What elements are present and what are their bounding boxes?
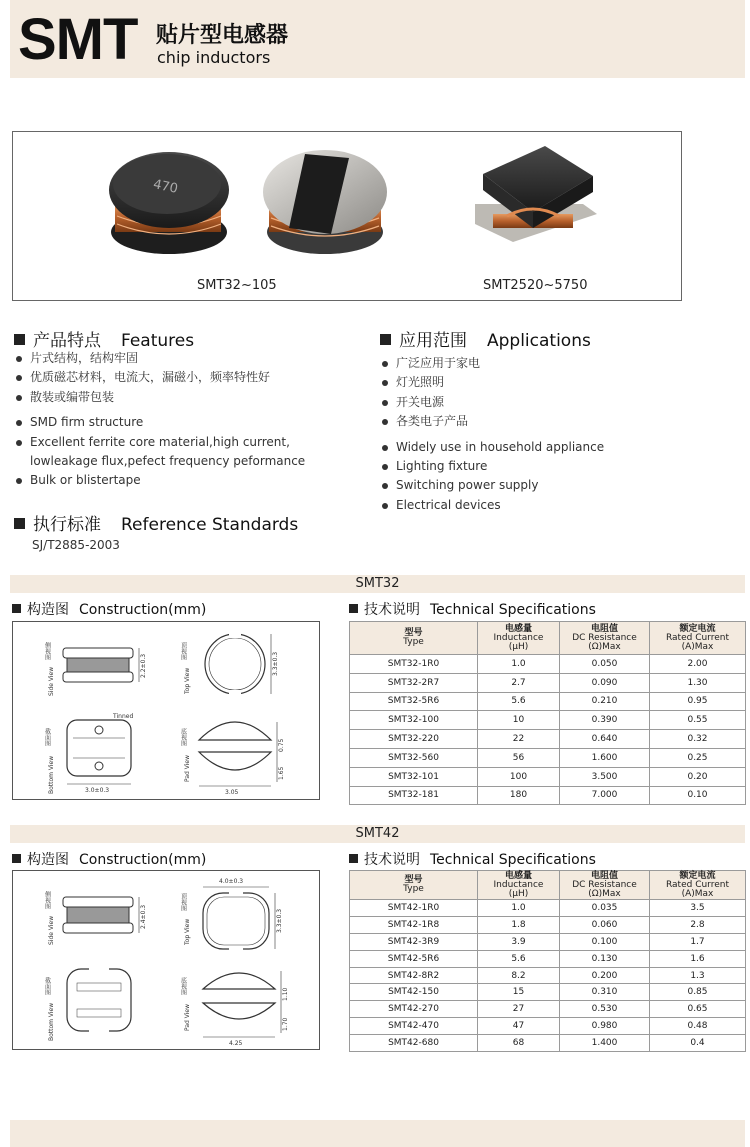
svg-text:侧视图: 侧视图 [43,891,51,909]
smt32-bottom-view [44,713,134,794]
table-row [350,692,746,711]
list-item: Excellent ferrite core material,high current, [14,433,344,452]
table-cell-cur: 3.5 [650,900,746,917]
page-footer-band [10,1120,745,1147]
table-row [350,711,746,730]
table-cell-type: SMT32-1R0 [350,655,478,674]
product-photos [13,132,683,302]
square-bullet-icon [349,604,358,613]
table-cell-dcr: 0.640 [560,730,650,749]
svg-text:底视图: 底视图 [179,977,187,995]
svg-text:0.75: 0.75 [278,738,285,752]
table-cell-cur: 0.55 [650,711,746,730]
table-cell-dcr: 0.530 [560,1001,650,1018]
photo-caption-right: SMT2520~5750 [483,278,588,293]
smt32-spec-title: 技术说明 Technical Specifications [349,599,596,619]
svg-text:Pad View: Pad View [184,755,191,782]
table-cell-dcr: 0.980 [560,1018,650,1035]
table-cell-dcr: 1.400 [560,1035,650,1052]
table-cell-dcr: 0.200 [560,967,650,984]
table-cell-type: SMT42-270 [350,1001,478,1018]
table-cell-type: SMT42-680 [350,1035,478,1052]
page-header [10,0,745,78]
table-cell-cur: 0.95 [650,692,746,711]
table-cell-dcr: 0.100 [560,933,650,950]
table-cell-ind: 3.9 [478,933,560,950]
col-dc-resistance: 电阻值 DC Resistance (Ω)Max [560,622,650,655]
inductor-photo-1 [109,152,229,254]
table-cell-type: SMT32-100 [350,711,478,730]
col-inductance: 电感量 Inductance (μH) [478,871,560,900]
table-cell-ind: 15 [478,984,560,1001]
svg-text:Side View: Side View [48,915,55,945]
svg-text:3.0±0.3: 3.0±0.3 [85,787,110,794]
col-dc-resistance: 电阻值 DC Resistance (Ω)Max [560,871,650,900]
svg-text:Pad View: Pad View [184,1004,191,1031]
table-cell-ind: 1.0 [478,655,560,674]
smt32-spec-table [349,621,746,805]
table-cell-ind: 27 [478,1001,560,1018]
col-rated-current: 额定电流 Rated Current (A)Max [650,871,746,900]
table-row [350,767,746,786]
table-cell-ind: 68 [478,1035,560,1052]
list-item: 各类电子产品 [380,412,710,431]
table-cell-dcr: 0.050 [560,655,650,674]
table-cell-dcr: 0.210 [560,692,650,711]
table-cell-dcr: 7.000 [560,786,650,805]
table-cell-ind: 5.6 [478,950,560,967]
table-cell-dcr: 0.060 [560,916,650,933]
photo-caption-left: SMT32~105 [197,278,277,293]
inductor-photo-3 [475,146,597,242]
table-row [350,673,746,692]
svg-text:1.10: 1.10 [282,987,289,1001]
table-cell-dcr: 0.035 [560,900,650,917]
list-item: Electrical devices [380,496,710,515]
smt32-side-view [44,641,148,696]
smt32-construction-diagram [12,621,320,800]
svg-text:Bottom View: Bottom View [48,1002,55,1041]
table-header-row [350,622,746,655]
svg-text:4.0±0.3: 4.0±0.3 [219,878,244,885]
features-title: 产品特点 Features [14,326,194,351]
list-item: 散装或编带包装 [14,388,344,407]
table-cell-cur: 0.25 [650,748,746,767]
table-cell-ind: 1.8 [478,916,560,933]
applications-title: 应用范围 Applications [380,326,591,351]
features-list [14,349,344,491]
svg-text:截面图: 截面图 [43,728,51,746]
list-item: Switching power supply [380,476,710,495]
table-cell-dcr: 1.600 [560,748,650,767]
smt32-pad-view [180,722,286,796]
inductor-photo-2 [263,150,387,254]
table-row [350,900,746,917]
svg-text:3.05: 3.05 [225,789,239,796]
table-cell-ind: 56 [478,748,560,767]
svg-text:Top View: Top View [184,918,191,945]
square-bullet-icon [349,854,358,863]
svg-text:2.2±0.3: 2.2±0.3 [140,653,147,678]
header-subtitle: chip inductors [157,48,271,67]
col-rated-current: 额定电流 Rated Current (A)Max [650,622,746,655]
table-cell-cur: 1.30 [650,673,746,692]
header-title-cn: 贴片型电感器 [156,23,289,48]
table-cell-cur: 0.4 [650,1035,746,1052]
table-header-row [350,871,746,900]
table-row [350,967,746,984]
table-cell-type: SMT32-181 [350,786,478,805]
table-cell-cur: 0.32 [650,730,746,749]
table-row [350,916,746,933]
smt42-section-bar: SMT42 [10,825,745,843]
standards-value: SJ/T2885-2003 [32,538,120,552]
table-row [350,950,746,967]
table-row [350,1018,746,1035]
smt32-section-bar: SMT32 [10,575,745,593]
table-cell-type: SMT32-2R7 [350,673,478,692]
table-cell-dcr: 0.130 [560,950,650,967]
svg-text:Bottom View: Bottom View [48,755,55,794]
svg-text:Side View: Side View [48,666,55,696]
list-item: Lighting fixture [380,457,710,476]
applications-list [380,354,710,515]
square-bullet-icon [14,518,25,529]
list-item: 优质磁芯材料，电流大，漏磁小，频率特性好 [14,368,344,387]
table-cell-cur: 0.65 [650,1001,746,1018]
svg-text:截面图: 截面图 [43,977,51,995]
table-cell-cur: 0.20 [650,767,746,786]
smt42-top-view [180,878,284,952]
table-row [350,933,746,950]
table-cell-ind: 47 [478,1018,560,1035]
table-cell-cur: 2.8 [650,916,746,933]
table-row [350,655,746,674]
table-row [350,730,746,749]
table-cell-ind: 2.7 [478,673,560,692]
table-cell-ind: 5.6 [478,692,560,711]
table-cell-dcr: 0.390 [560,711,650,730]
table-cell-type: SMT32-101 [350,767,478,786]
square-bullet-icon [12,604,21,613]
svg-text:1.65: 1.65 [278,766,285,780]
svg-text:1.70: 1.70 [282,1017,289,1031]
table-cell-type: SMT42-8R2 [350,967,478,984]
list-item: 开关电源 [380,393,710,412]
table-cell-cur: 0.48 [650,1018,746,1035]
svg-text:底视图: 底视图 [179,728,187,746]
smt42-side-view [44,890,148,945]
svg-text:2.4±0.3: 2.4±0.3 [140,904,147,929]
table-cell-cur: 0.10 [650,786,746,805]
smt42-spec-table [349,870,746,1052]
list-item: 片式结构，结构牢固 [14,349,344,368]
table-cell-ind: 22 [478,730,560,749]
table-row [350,984,746,1001]
table-cell-cur: 1.7 [650,933,746,950]
square-bullet-icon [380,334,391,345]
table-cell-type: SMT42-470 [350,1018,478,1035]
table-row [350,786,746,805]
svg-text:顶视图: 顶视图 [179,642,187,660]
table-cell-type: SMT32-5R6 [350,692,478,711]
list-item: 广泛应用于家电 [380,354,710,373]
smt42-construction-diagram [12,870,320,1050]
svg-text:侧视图: 侧视图 [43,642,51,660]
list-item: Widely use in household appliance [380,438,710,457]
table-row [350,1035,746,1052]
table-cell-type: SMT42-1R8 [350,916,478,933]
smt42-bottom-view [44,966,132,1041]
table-cell-dcr: 3.500 [560,767,650,786]
smt42-spec-title: 技术说明 Technical Specifications [349,849,596,869]
table-cell-ind: 180 [478,786,560,805]
table-cell-ind: 10 [478,711,560,730]
list-item: lowleakage flux,pefect frequency peformance [30,454,306,469]
table-row [350,1001,746,1018]
standards-title: 执行标准 Reference Standards [14,510,298,535]
table-cell-type: SMT42-3R9 [350,933,478,950]
table-cell-ind: 100 [478,767,560,786]
table-cell-dcr: 0.090 [560,673,650,692]
col-type: 型号 Type [350,871,478,900]
svg-text:3.3±0.3: 3.3±0.3 [276,908,283,933]
table-cell-ind: 1.0 [478,900,560,917]
table-row [350,748,746,767]
table-cell-type: SMT42-5R6 [350,950,478,967]
square-bullet-icon [12,854,21,863]
product-photo-box [12,131,682,301]
list-item: 灯光照明 [380,373,710,392]
svg-text:3.3±0.3: 3.3±0.3 [272,651,279,676]
svg-text:Top View: Top View [184,667,191,694]
table-cell-type: SMT42-150 [350,984,478,1001]
smt32-top-view [180,632,280,696]
table-cell-type: SMT42-1R0 [350,900,478,917]
col-inductance: 电感量 Inductance (μH) [478,622,560,655]
square-bullet-icon [14,334,25,345]
svg-text:顶视图: 顶视图 [179,893,187,911]
table-cell-cur: 0.85 [650,984,746,1001]
list-item: Bulk or blistertape [14,471,344,490]
svg-text:Tinned: Tinned [113,713,134,720]
table-cell-dcr: 0.310 [560,984,650,1001]
smt32-construction-title: 构造图 Construction(mm) [12,599,206,619]
col-type: 型号 Type [350,622,478,655]
table-cell-cur: 1.6 [650,950,746,967]
table-cell-cur: 1.3 [650,967,746,984]
table-cell-type: SMT32-560 [350,748,478,767]
table-cell-ind: 8.2 [478,967,560,984]
list-item: SMD firm structure [14,413,344,432]
smt42-pad-view [180,971,290,1047]
inductor-marking: 470 [151,177,180,197]
table-cell-cur: 2.00 [650,655,746,674]
svg-text:4.25: 4.25 [229,1040,243,1047]
header-title: SMT [18,7,138,72]
smt42-construction-title: 构造图 Construction(mm) [12,849,206,869]
table-cell-type: SMT32-220 [350,730,478,749]
